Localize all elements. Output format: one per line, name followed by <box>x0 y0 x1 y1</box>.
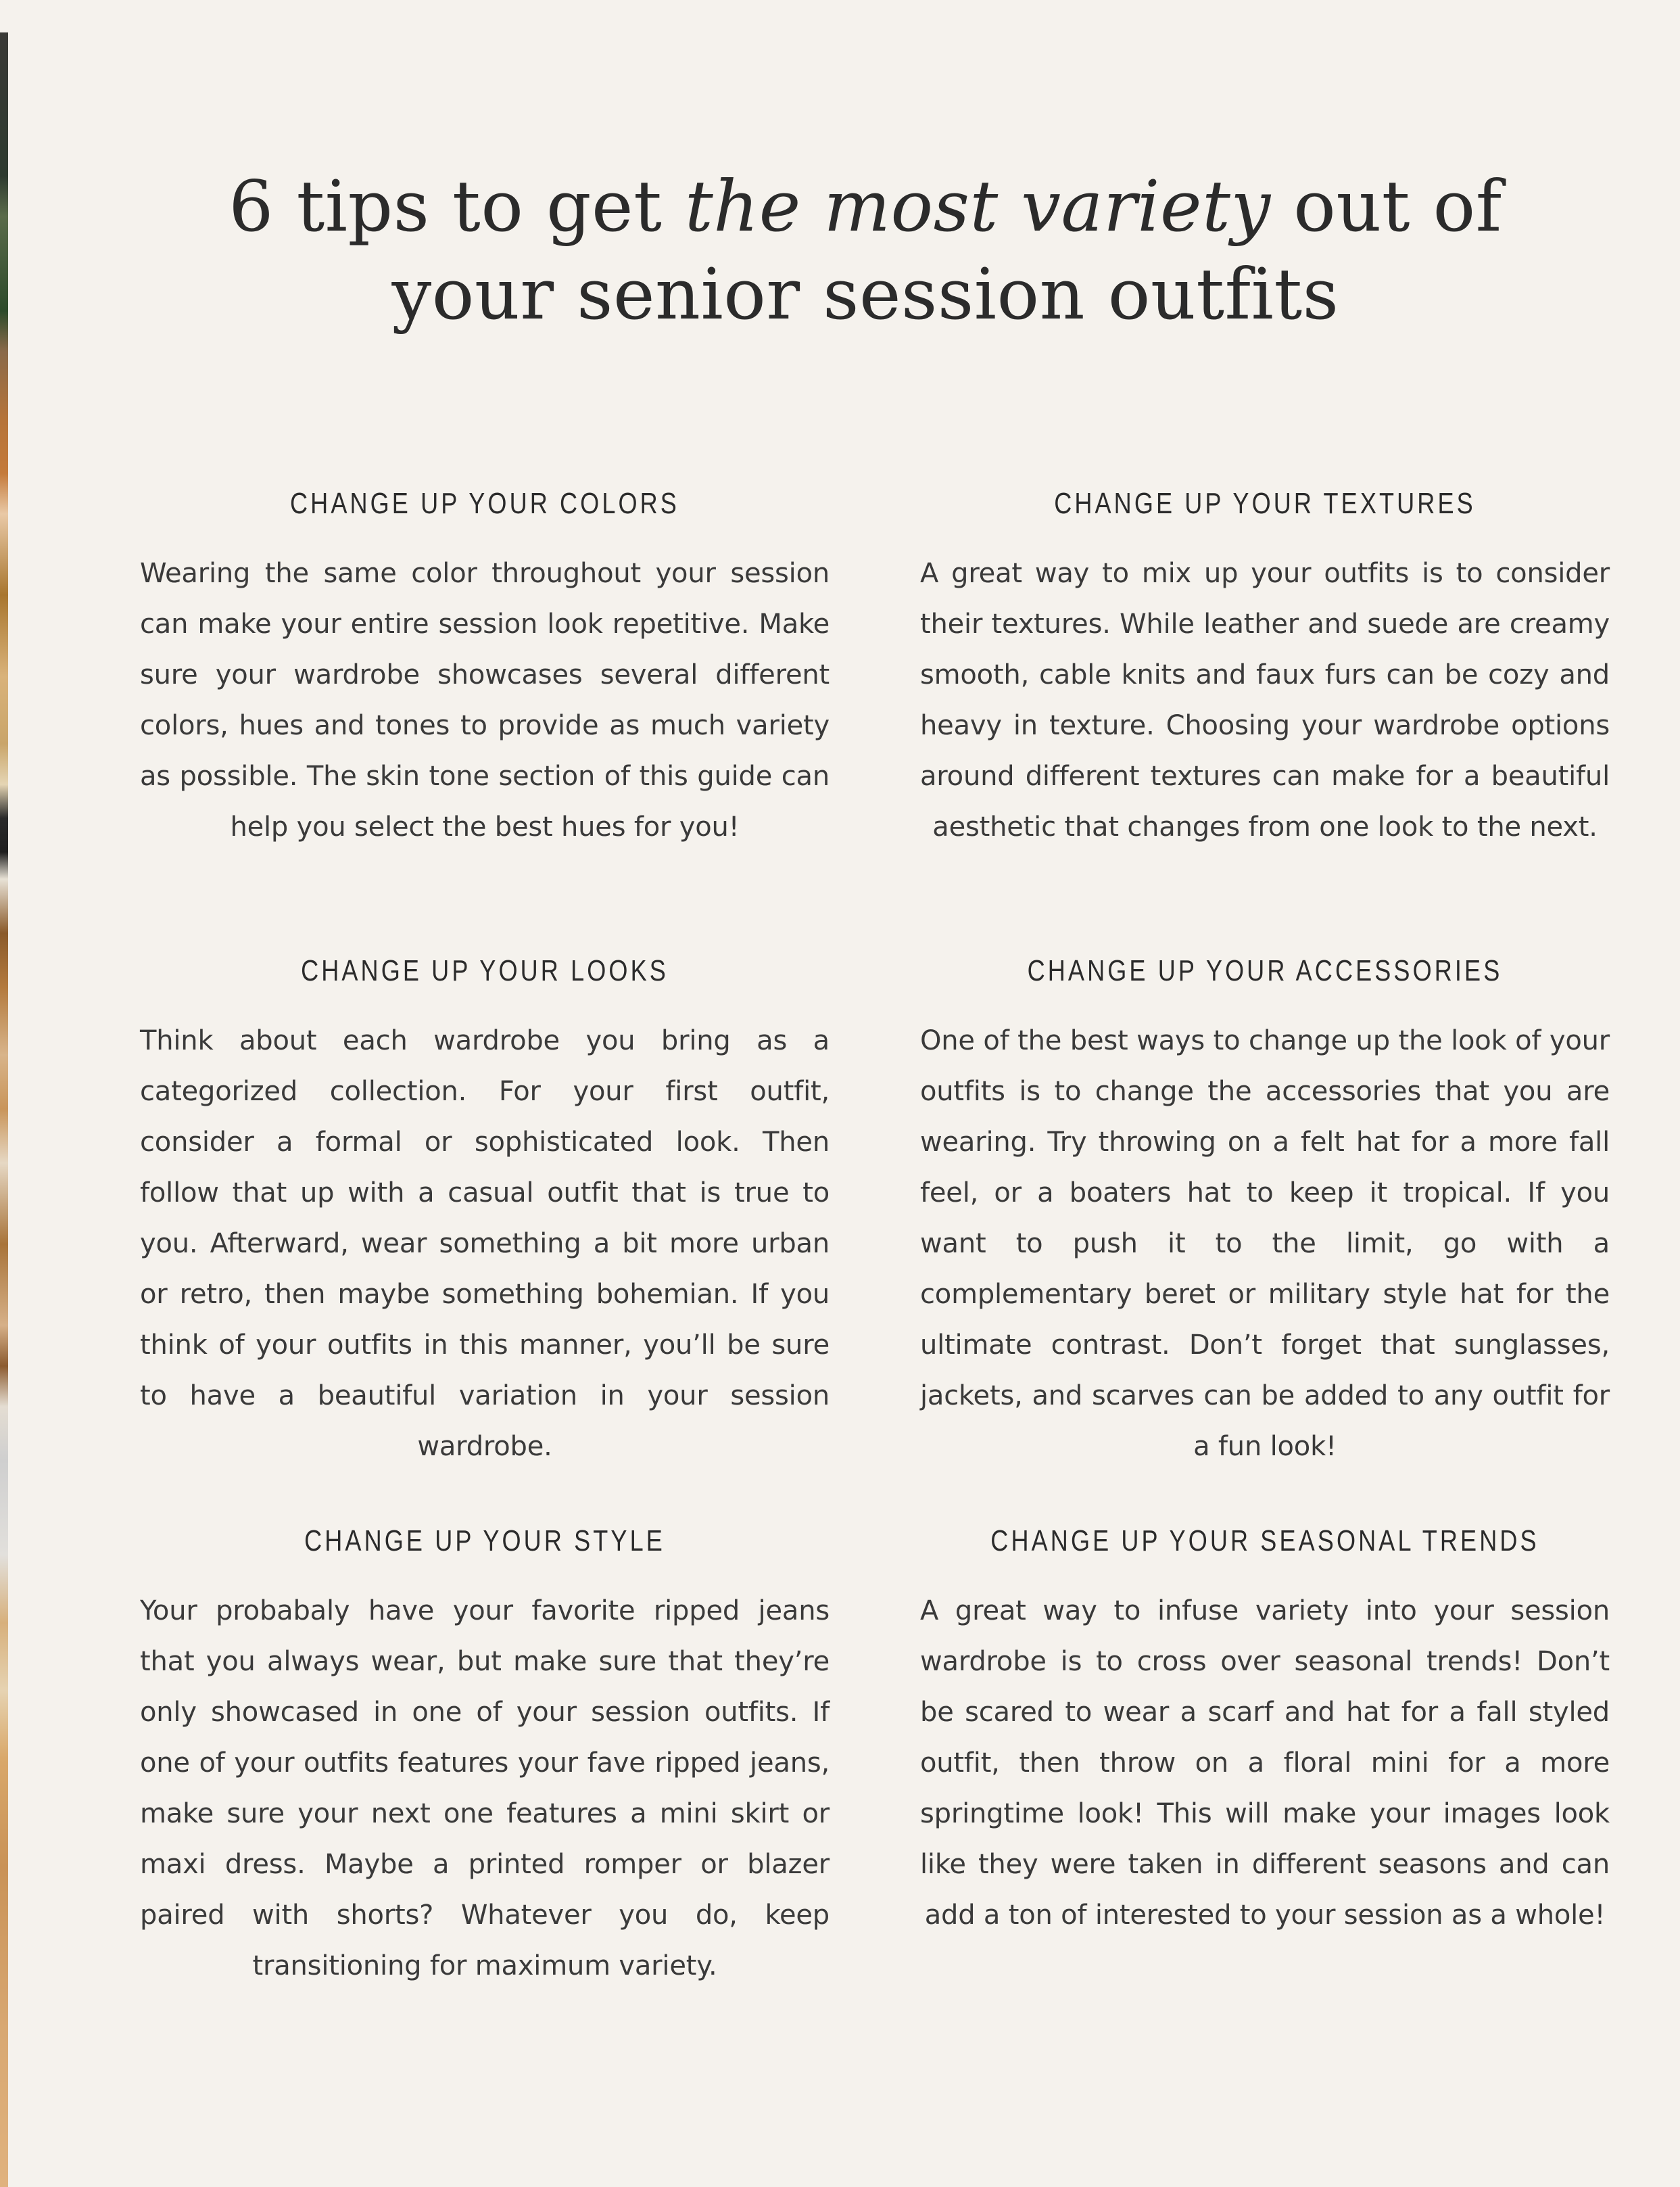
tip-colors <box>140 484 830 853</box>
tip-body: Your probabaly have your favorite ripped jeans that you always wear, but make sure that they’re only showcased in one of your session outfits. If one of your outfits features your fave ripped jeans, make sure your next one features a mini skirt or maxi dress. Maybe a printed romper or blazer paired with shorts? Whatever you do, keep transitioning for maximum variety. <box>140 1595 830 1981</box>
edge-photo-strip <box>0 0 8 2187</box>
title-emphasis: the most variety <box>684 165 1271 248</box>
tip-heading: CHANGE UP YOUR ACCESSORIES <box>1027 954 1503 987</box>
page-title <box>203 162 1528 338</box>
tip-looks <box>140 951 830 1472</box>
tip-body: Wearing the same color throughout your session can make your entire session look repetitive. Make sure your wardrobe showcases several different colors, hues and tones to provide as much variety as possible. The skin tone section of this guide can help you select the best hues for you! <box>140 558 830 843</box>
tip-heading: CHANGE UP YOUR COLORS <box>290 487 679 520</box>
tip-style <box>140 1521 830 1992</box>
tip-heading: CHANGE UP YOUR TEXTURES <box>1054 487 1476 520</box>
tip-body: A great way to mix up your outfits is to consider their textures. While leather and suede are creamy smooth, cable knits and faux furs can be cozy and heavy in texture. Choosing your wardrobe options around different textures can make for a beautiful aesthetic that changes from one look to the next. <box>920 558 1610 843</box>
tip-heading: CHANGE UP YOUR STYLE <box>304 1524 665 1557</box>
tip-heading: CHANGE UP YOUR SEASONAL TRENDS <box>990 1524 1539 1557</box>
tip-body: One of the best ways to change up the look of your outfits is to change the accessories that you are wearing. Try throwing on a felt hat for a more fall feel, or a boaters hat to keep it tropical. If you want to push it to the limit, go with a complementary beret or military style hat for the ultimate contrast. Don’t forget that sunglasses, jackets, and scarves can be added to any outfit for a fun look! <box>920 1025 1610 1462</box>
title-part1: 6 tips to get <box>229 165 685 248</box>
tip-textures <box>920 484 1610 853</box>
tip-heading: CHANGE UP YOUR LOOKS <box>301 954 669 987</box>
tip-accessories <box>920 951 1610 1472</box>
tip-seasonal-trends <box>920 1521 1610 1941</box>
title-part2: out of your senior session outfits <box>391 165 1502 335</box>
tip-body: A great way to infuse variety into your session wardrobe is to cross over seasonal trends! Don’t be scared to wear a scarf and hat for a fall styled outfit, then throw on a floral mini for a more springtime look! This will make your images look like they were taken in different seasons and can add a ton of interested to your session as a whole! <box>920 1595 1610 1931</box>
tip-body: Think about each wardrobe you bring as a categorized collection. For your first outfit, consider a formal or sophisticated look. Then follow that up with a casual outfit that is true to you. Afterward, wear something a bit more urban or retro, then maybe something bohemian. If you think of your outfits in this manner, you’ll be sure to have a beautiful variation in your session wardrobe. <box>140 1025 830 1462</box>
